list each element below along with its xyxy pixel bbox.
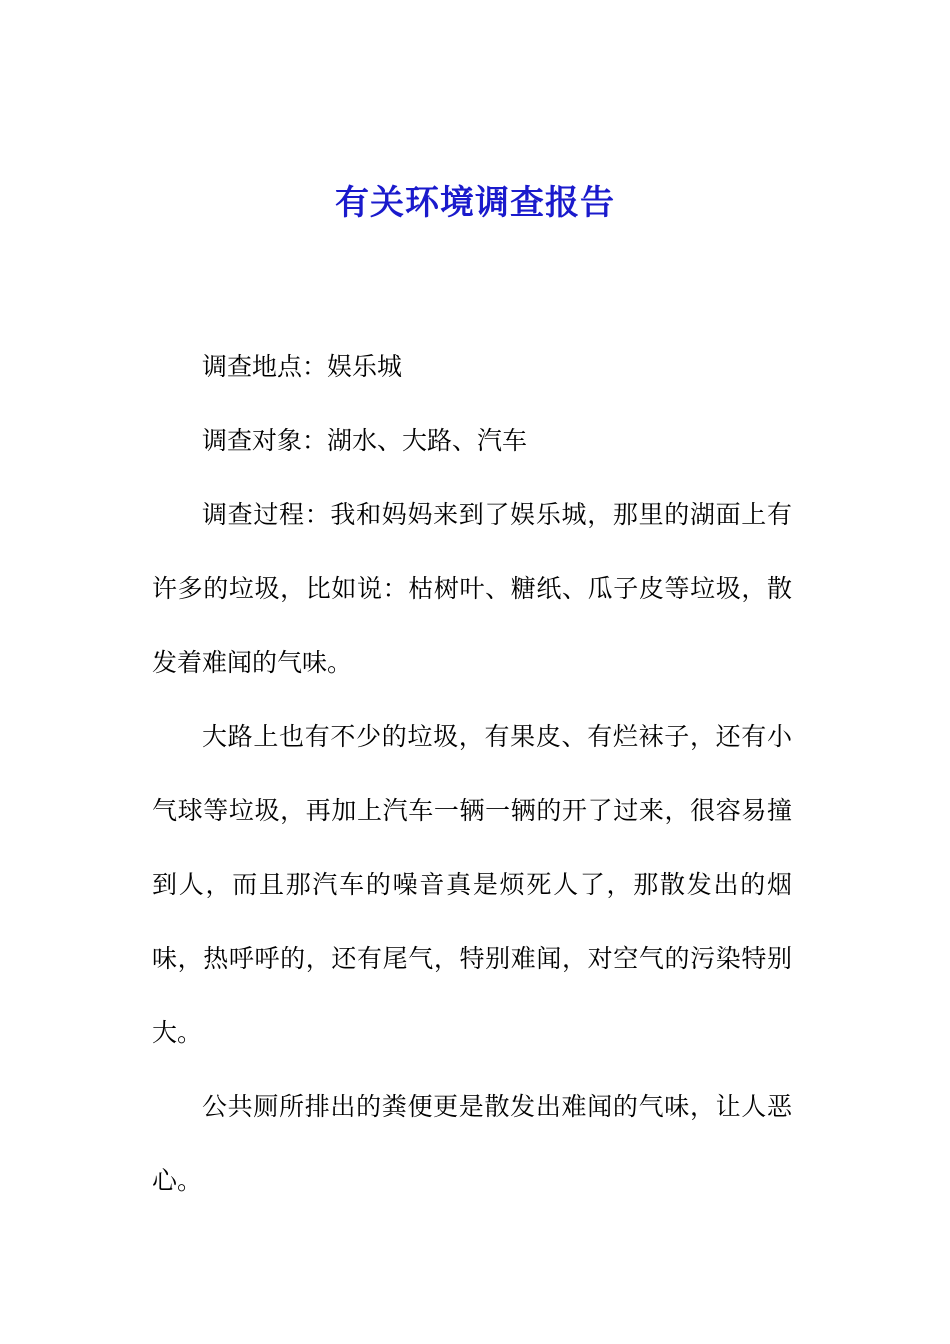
document-body — [152, 330, 792, 1218]
paragraph-road: 大路上也有不少的垃圾，有果皮、有烂袜子，还有小气球等垃圾，再加上汽车一辆一辆的开了过来，很容易撞到人，而且那汽车的噪音真是烦死人了，那散发出的烟味，热呼呼的，还有尾气，特别难闻，对空气的污染特别大。 — [152, 722, 792, 1047]
paragraph-location: 调查地点：娱乐城 — [202, 352, 403, 381]
page-title: 有关环境调查报告 — [335, 183, 615, 223]
paragraph-toilet: 公共厕所排出的粪便更是散发出难闻的气味，让人恶心。 — [152, 1092, 792, 1195]
paragraph-subjects: 调查对象：湖水、大路、汽车 — [202, 426, 528, 455]
paragraph-process: 调查过程：我和妈妈来到了娱乐城，那里的湖面上有许多的垃圾，比如说：枯树叶、糖纸、瓜子皮等垃圾，散发着难闻的气味。 — [152, 500, 792, 677]
